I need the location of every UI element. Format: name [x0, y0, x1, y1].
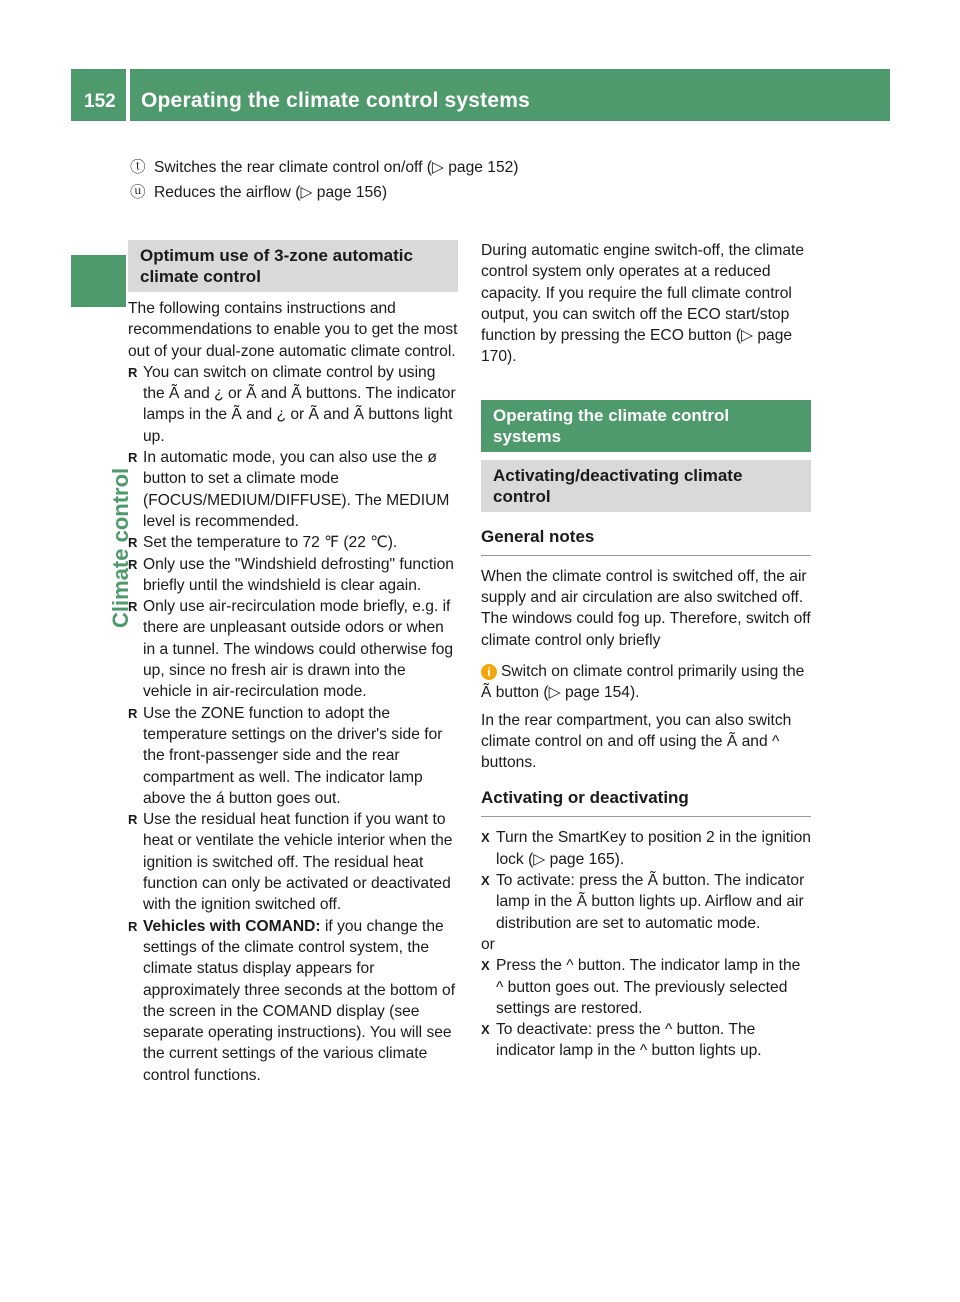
section-heading-optimum-use: Optimum use of 3-zone automatic climate control — [128, 240, 458, 292]
comand-label: Vehicles with COMAND: — [143, 917, 321, 935]
intro-paragraph: The following contains instructions and recommendations to enable you to get the most out of your dual-zone automatic climate control. — [128, 300, 458, 360]
info-text: Switch on climate control primarily using the Ã button (▷ page 154). — [481, 662, 805, 702]
comand-text: if you change the settings of the climate control system, the climate status display appears for approximately three seconds at the bottom of the screen in the COMAND display (see separate operating instructions). You will see the current settings of the various climate control functions. — [143, 917, 456, 1084]
callout-number-22: ⓤ — [130, 184, 146, 201]
callout-22 — [130, 182, 387, 203]
page-number-box — [71, 69, 126, 121]
list-item: R In automatic mode, you can also use the ø button to set a climate mode (FOCUS/MEDIUM/DIFFUSE). The MEDIUM level is recommended. — [128, 447, 458, 532]
general-notes-text: When the climate control is switched off, the air supply and air circulation are also switched off. The windows could fog up. Therefore, switch off climate control only briefly — [481, 567, 811, 649]
section-heading-activating: Activating/deactivating climate control — [481, 460, 811, 512]
section-heading-operating: Operating the climate control systems — [481, 400, 811, 452]
header-title: Operating the climate control systems — [141, 89, 531, 112]
callout-text-21: Switches the rear climate control on/off (▷ page 152) — [154, 159, 519, 176]
list-item: R Use the ZONE function to adopt the temperature settings on the driver's side for the front-passenger side and the rear compartment as well. The indicator lamp above the á button goes out. — [128, 703, 458, 809]
subheading-activating-deactivating: Activating or deactivating — [481, 787, 811, 817]
or-text: or — [481, 935, 495, 953]
step-item: X To activate: press the Ã button. The indicator lamp in the Ã button lights up. Airflow and air distribution are set to automatic mode. — [481, 870, 811, 934]
right-column — [481, 240, 811, 1062]
page-header — [71, 69, 890, 121]
info-note — [481, 661, 811, 704]
list-item: R Set the temperature to 72 ℉ (22 ℃). — [128, 532, 458, 553]
subheading-general-notes: General notes — [481, 526, 811, 556]
side-tab-marker — [71, 255, 126, 307]
callout-number-21: ⓣ — [130, 159, 146, 176]
list-item: R You can switch on climate control by using the Ã and ¿ or Ã and Ã buttons. The indicator lamps in the Ã and ¿ or Ã and Ã buttons light up. — [128, 362, 458, 447]
step-item: X Press the ^ button. The indicator lamp in the ^ button goes out. The previously selected settings are restored. — [481, 955, 811, 1019]
left-column — [128, 240, 458, 1086]
header-title-box — [130, 69, 890, 121]
step-item: X To deactivate: press the ^ button. The indicator lamp in the ^ button lights up. — [481, 1019, 811, 1062]
side-section-label: Climate control — [108, 467, 133, 628]
rear-compartment-text: In the rear compartment, you can also switch climate control on and off using the Ã and ^ buttons. — [481, 711, 792, 772]
callout-21 — [130, 157, 518, 178]
list-item: R Only use the "Windshield defrosting" function briefly until the windshield is clear again. — [128, 554, 458, 597]
list-item: R Only use air-recirculation mode briefly, e.g. if there are unpleasant outside odors or when in a tunnel. The windows could otherwise fog up, since no fresh air is drawn into the vehicle in air-recirculation mode. — [128, 596, 458, 702]
eco-paragraph: During automatic engine switch-off, the climate control system only operates at a reduced capacity. If you require the full climate control output, you can switch off the ECO start/stop function by pressing the ECO button (▷ page 170). — [481, 242, 805, 366]
callout-text-22: Reduces the airflow (▷ page 156) — [154, 184, 388, 201]
info-icon: i — [481, 664, 497, 680]
list-item-comand — [128, 916, 458, 1086]
list-item: R Use the residual heat function if you want to heat or ventilate the vehicle interior when the ignition is switched off. The residual heat function can only be activated or deactivated with the ignition switched off. — [128, 809, 458, 915]
page-number: 152 — [84, 91, 116, 112]
step-item: X Turn the SmartKey to position 2 in the ignition lock (▷ page 165). — [481, 827, 811, 870]
